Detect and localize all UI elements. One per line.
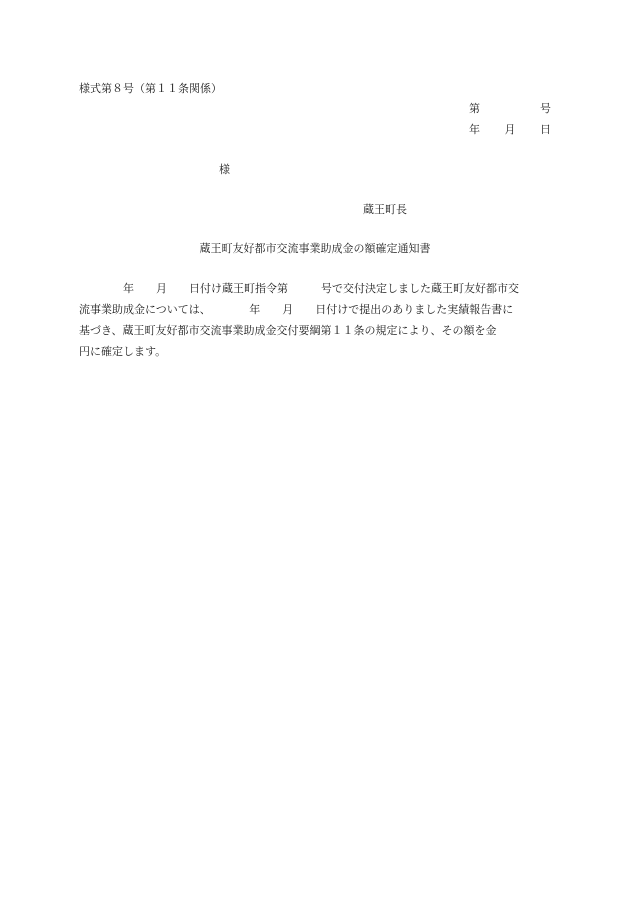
date-year-label: 年 [469,123,480,136]
date-day-label: 日 [540,123,551,136]
body-line-2: 流事業助成金については、 年 月 日付けで提出のありました実績報告書に [79,303,514,316]
document-title: 蔵王町友好都市交流事業助成金の額確定通知書 [199,242,431,255]
body-line-4: 円に確定します。 [79,345,167,358]
document-number-suffix: 号 [540,102,551,115]
sender-name: 蔵王町長 [363,203,407,216]
document-number-prefix: 第 [469,102,480,115]
body-line-1: 年 月 日付け蔵王町指令第 号で交付決定しました蔵王町友好都市交 [79,282,519,295]
body-line-3: 基づき、蔵王町友好都市交流事業助成金交付要綱第１１条の規定により、その額を金 [79,324,497,337]
issue-date [469,123,551,137]
form-number: 様式第８号（第１１条関係） [79,82,222,95]
body-paragraph [79,282,551,366]
date-month-label: 月 [504,123,516,136]
addressee-honorific: 様 [219,163,230,176]
